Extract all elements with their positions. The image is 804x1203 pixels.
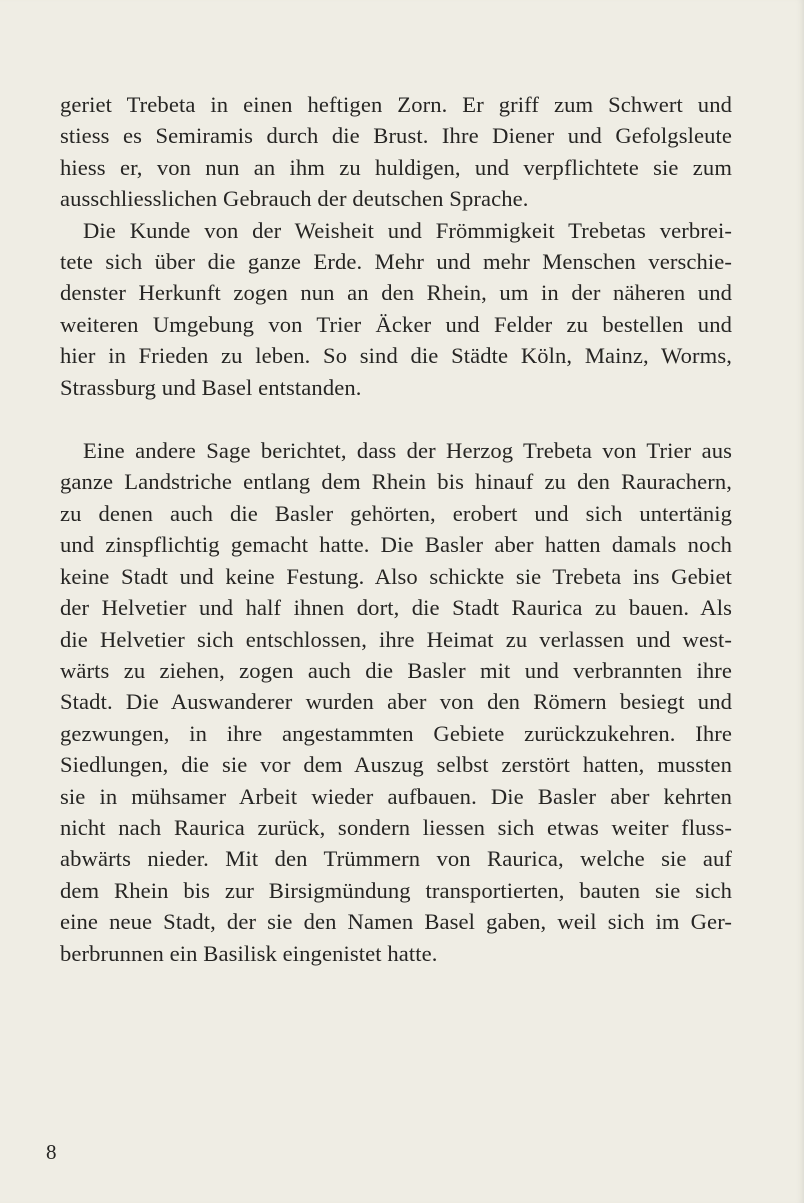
page-number: 8 (46, 1140, 57, 1164)
paragraph (60, 215, 732, 403)
text-line: und zinspflichtig gemacht hatte. Die Basler aber hatten damals noch (60, 532, 732, 558)
text-line: zu denen auch die Basler gehörten, erobert und sich untertänig (60, 500, 732, 526)
text-line: der Helvetier und half ihnen dort, die Stadt Raurica zu bauen. Als (60, 595, 732, 621)
text-line: Die Kunde von der Weisheit und Frömmigkeit Trebetas verbrei- (83, 217, 732, 243)
text-line: Stadt. Die Auswanderer wurden aber von den Römern besiegt und (60, 689, 732, 715)
text-line: gezwungen, in ihre angestammten Gebiete zurückzukehren. Ihre (60, 720, 732, 746)
text-line: stiess es Semiramis durch die Brust. Ihre Diener und Gefolgsleute (60, 123, 732, 149)
text-line: hier in Frieden zu leben. So sind die Städte Köln, Mainz, Worms, (60, 343, 732, 369)
text-line: ausschliesslichen Gebrauch der deutschen Sprache. (60, 186, 529, 212)
text-line: wärts zu ziehen, zogen auch die Basler mit und verbrannten ihre (60, 657, 732, 683)
text-line: hiess er, von nun an ihm zu huldigen, und verpflichtete sie zum (60, 154, 732, 180)
text-line: sie in mühsamer Arbeit wieder aufbauen. Die Basler aber kehrten (60, 783, 732, 809)
paragraph-gap (60, 403, 732, 435)
paragraph (60, 89, 732, 215)
text-line: abwärts nieder. Mit den Trümmern von Raurica, welche sie auf (60, 846, 732, 872)
text-line: berbrunnen ein Basilisk eingenistet hatte. (60, 940, 438, 966)
text-line: Strassburg und Basel entstanden. (60, 374, 362, 400)
text-line: keine Stadt und keine Festung. Also schickte sie Trebeta ins Gebiet (60, 563, 732, 589)
text-line: tete sich über die ganze Erde. Mehr und mehr Menschen verschie- (60, 249, 732, 275)
text-line: die Helvetier sich entschlossen, ihre Heimat zu verlassen und west- (60, 626, 732, 652)
text-line: eine neue Stadt, der sie den Namen Basel gaben, weil sich im Ger- (60, 909, 732, 935)
text-line: denster Herkunft zogen nun an den Rhein, um in der näheren und (60, 280, 732, 306)
text-line: geriet Trebeta in einen heftigen Zorn. Er griff zum Schwert und (60, 92, 732, 117)
text-line: ganze Landstriche entlang dem Rhein bis hinauf zu den Raurachern, (60, 469, 732, 495)
text-line: Eine andere Sage berichtet, dass der Herzog Trebeta von Trier aus (83, 438, 732, 464)
text-line: weiteren Umgebung von Trier Äcker und Felder zu bestellen und (60, 311, 732, 337)
text-line: Siedlungen, die sie vor dem Auszug selbst zerstört hatten, mussten (60, 752, 732, 778)
paragraph (60, 435, 732, 969)
body-text (60, 89, 732, 969)
text-line: dem Rhein bis zur Birsigmündung transportierten, bauten sie sich (60, 877, 732, 903)
text-line: nicht nach Raurica zurück, sondern liessen sich etwas weiter fluss- (60, 814, 732, 840)
